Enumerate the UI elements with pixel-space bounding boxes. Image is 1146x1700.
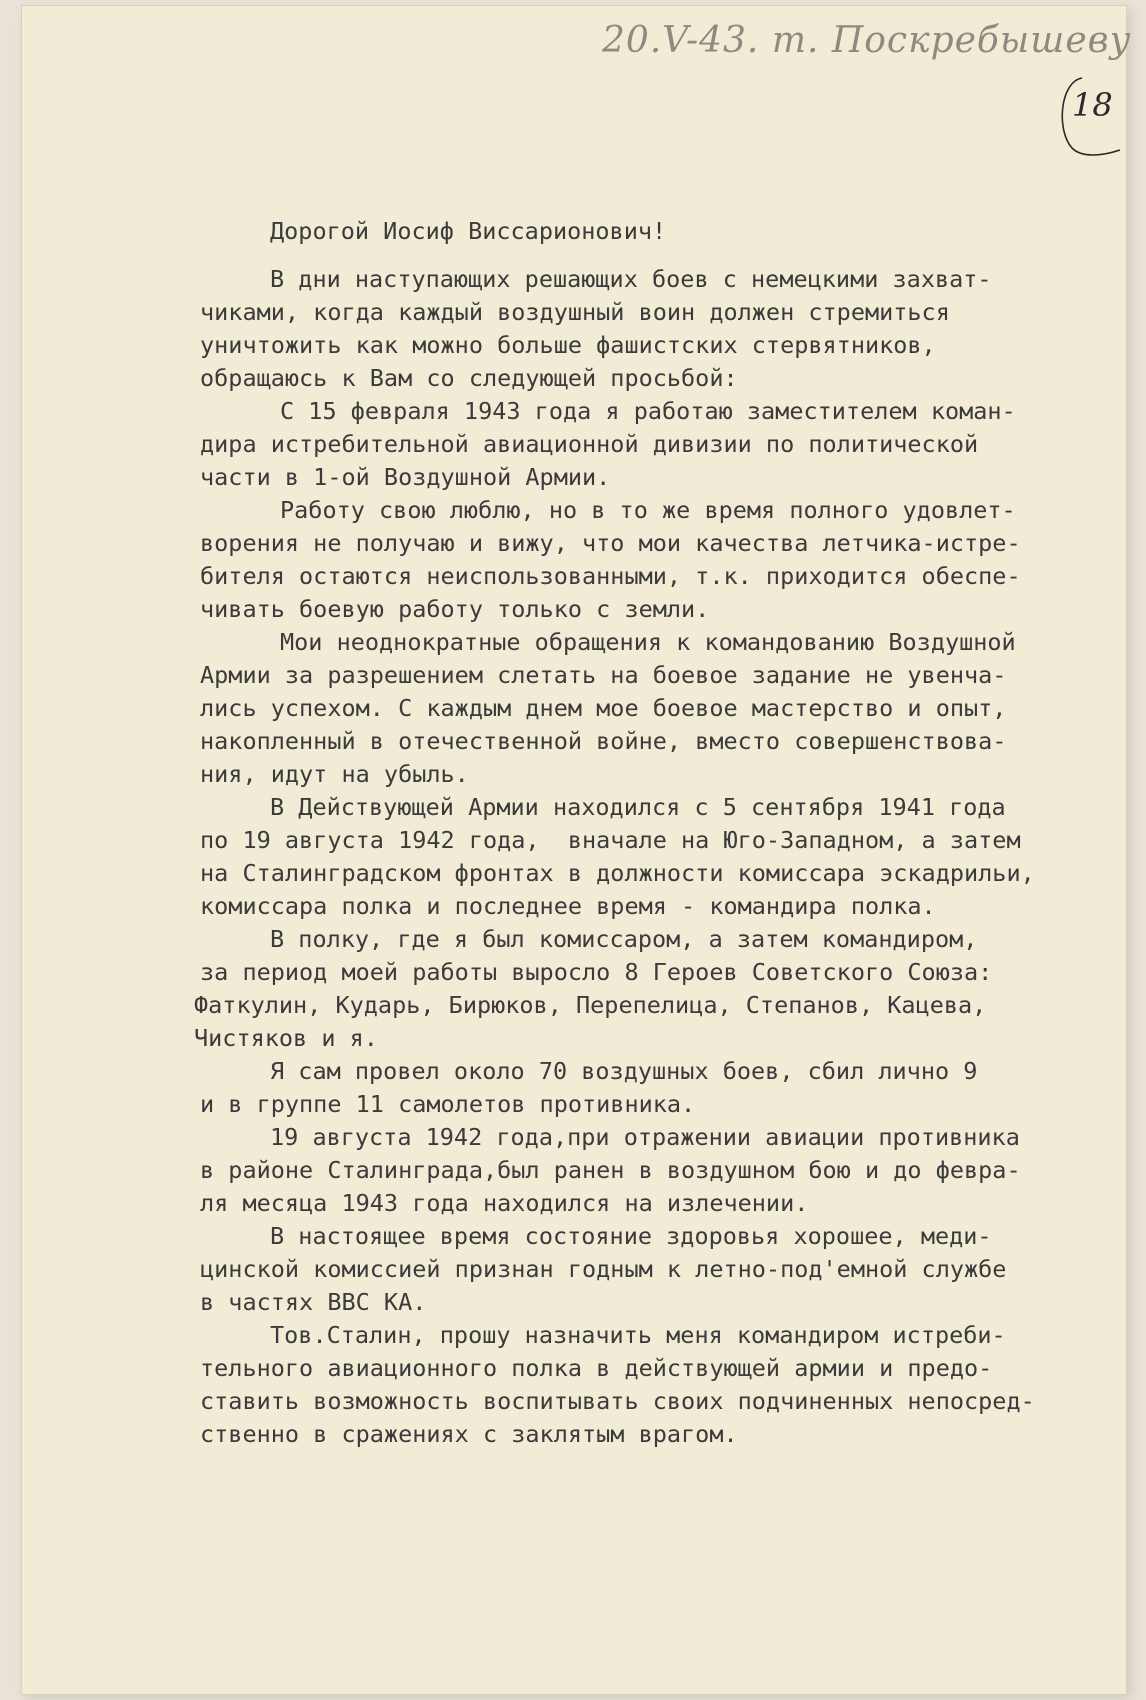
letter-line: 19 августа 1942 года,при отражении авиации противника bbox=[270, 1123, 1020, 1151]
letter-line: дира истребительной авиационной дивизии по политической bbox=[200, 430, 979, 458]
letter-line: ственно в сражениях с заклятым врагом. bbox=[200, 1420, 738, 1448]
letter-line: тельного авиационного полка в действующей армии и предо- bbox=[200, 1354, 993, 1382]
letter-line: С 15 февраля 1943 года я работаю заместителем коман- bbox=[280, 397, 1016, 425]
letter-line: части в 1-ой Воздушной Армии. bbox=[200, 463, 611, 491]
letter-line: Тов.Сталин, прошу назначить меня командиром истреби- bbox=[270, 1321, 1006, 1349]
letter-line: бителя остаются неиспользованными, т.к. приходится обеспе- bbox=[200, 562, 1021, 590]
letter-body bbox=[22, 6, 1126, 1694]
letter-line: Мои неоднократные обращения к командованию Воздушной bbox=[280, 628, 1016, 656]
letter-line: ния, идут на убыль. bbox=[200, 760, 469, 788]
letter-line: В настоящее время состояние здоровья хорошее, меди- bbox=[270, 1222, 992, 1250]
letter-line: Работу свою люблю, но в то же время полного удовлет- bbox=[280, 496, 1016, 524]
letter-line: Чистяков и я. bbox=[194, 1024, 378, 1052]
letter-line: Армии за разрешением слетать на боевое задание не увенча- bbox=[200, 661, 1007, 689]
salutation: Дорогой Иосиф Виссарионович! bbox=[270, 217, 667, 245]
letter-line: комиссара полка и последнее время - командира полка. bbox=[200, 892, 936, 920]
letter-line: накопленный в отечественной войне, вместо совершенствова- bbox=[200, 727, 1007, 755]
letter-line: уничтожить как можно больше фашистских стервятников, bbox=[200, 331, 936, 359]
letter-line: В Действующей Армии находился с 5 сентября 1941 года bbox=[270, 793, 1006, 821]
letter-line: обращаюсь к Вам со следующей просьбой: bbox=[200, 364, 738, 392]
letter-line: ля месяца 1943 года находился на излечении. bbox=[200, 1189, 809, 1217]
letter-line: чивать боевую работу только с земли. bbox=[200, 595, 710, 623]
letter-line: Фаткулин, Кударь, Бирюков, Перепелица, Степанов, Кацева, bbox=[194, 991, 987, 1019]
annotation-date: 20.V-43. bbox=[602, 20, 760, 61]
letter-line: в частях ВВС КА. bbox=[200, 1288, 427, 1316]
letter-line: В дни наступающих решающих боев с немецкими захват- bbox=[270, 265, 992, 293]
letter-line: и в группе 11 самолетов противника. bbox=[200, 1090, 696, 1118]
letter-line: лись успехом. С каждым днем мое боевое мастерство и опыт, bbox=[200, 694, 1007, 722]
letter-line: ставить возможность воспитывать своих подчиненных непосред- bbox=[200, 1387, 1035, 1415]
letter-line: по 19 августа 1942 года, вначале на Юго-Западном, а затем bbox=[200, 826, 1021, 854]
letter-line: цинской комиссией признан годным к летно-под'емной службе bbox=[200, 1255, 1007, 1283]
letter-line: чиками, когда каждый воздушный воин должен стремиться bbox=[200, 298, 950, 326]
letter-line: В полку, где я был комиссаром, а затем командиром, bbox=[270, 925, 978, 953]
folio-number: 18 bbox=[1072, 86, 1113, 124]
document-page bbox=[22, 6, 1132, 1694]
letter-line: на Сталинградском фронтах в должности комиссара эскадрильи, bbox=[200, 859, 1035, 887]
letter-line: за период моей работы выросло 8 Героев Советского Союза: bbox=[200, 958, 993, 986]
letter-line: ворения не получаю и вижу, что мои качества летчика-истре- bbox=[200, 529, 1021, 557]
letter-line: Я сам провел около 70 воздушных боев, сбил лично 9 bbox=[270, 1057, 978, 1085]
letter-line: в районе Сталинграда,был ранен в воздушном бою и до февра- bbox=[200, 1156, 1021, 1184]
annotation-addressee: т. Поскребышеву bbox=[771, 20, 1132, 61]
